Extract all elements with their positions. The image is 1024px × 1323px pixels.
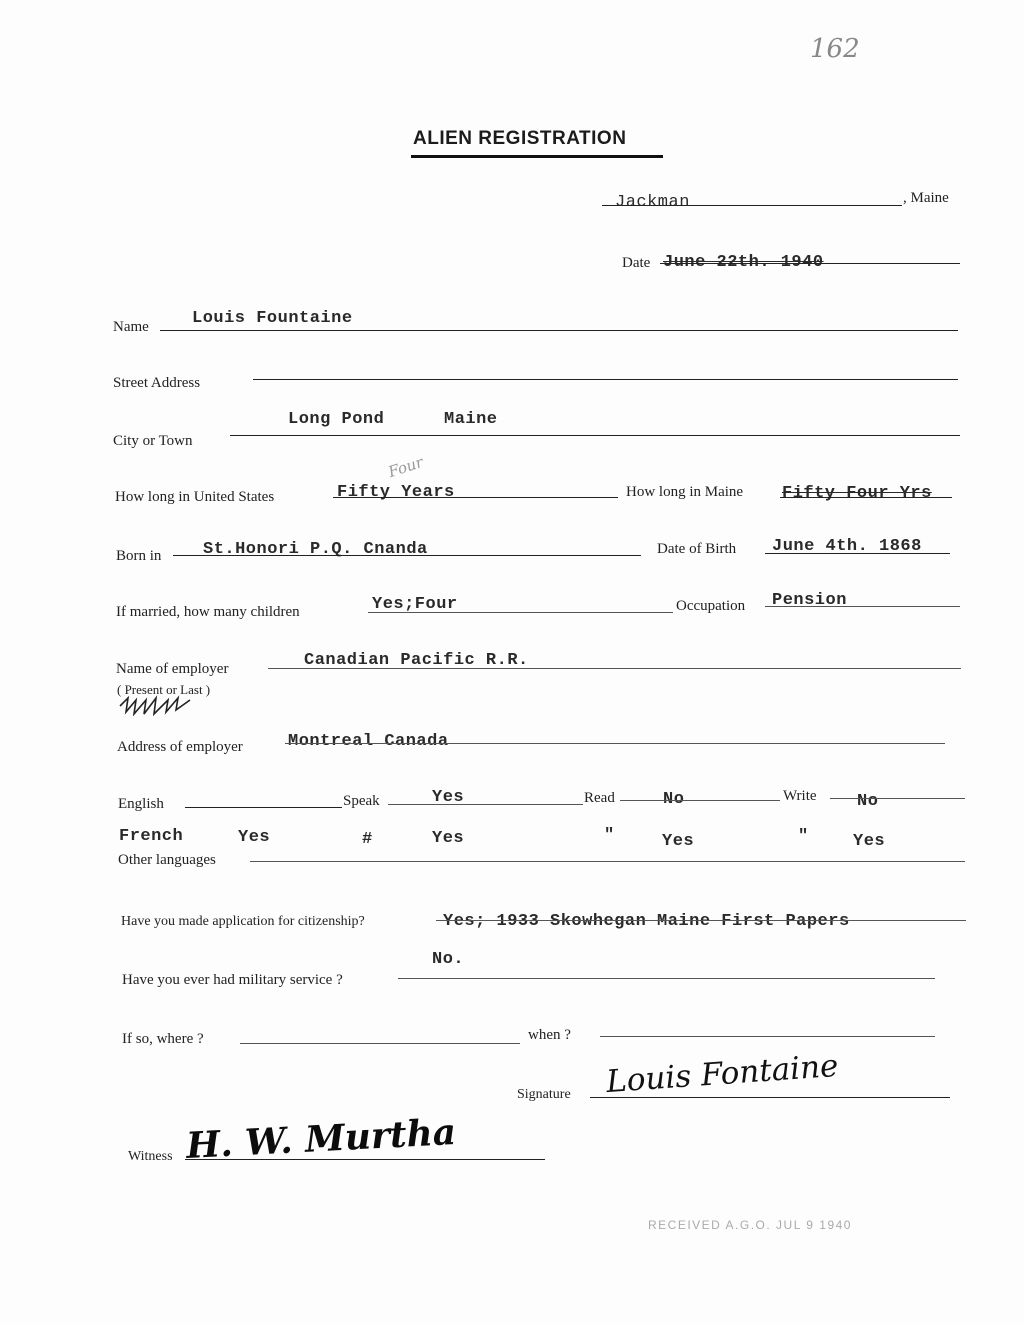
occupation-label: Occupation <box>676 598 746 614</box>
married-label: If married, how many children <box>116 604 300 620</box>
english-label: English <box>118 796 164 812</box>
english-line <box>185 807 342 808</box>
location-state: , Maine <box>903 190 949 206</box>
employer-address-label: Address of employer <box>117 739 243 755</box>
french-read-mark: " <box>604 826 615 845</box>
location-town: Jackman <box>615 193 690 212</box>
employer-line <box>268 668 961 669</box>
employer-address-value: Montreal Canada <box>288 732 449 751</box>
if-so-where-line <box>240 1043 520 1044</box>
how-long-us-value: Fifty Years <box>337 483 455 502</box>
location-line <box>602 205 902 206</box>
born-in-value: St.Honori P.Q. Cnanda <box>203 540 428 559</box>
french-speak-mark: # <box>362 830 373 849</box>
english-write-line <box>830 798 965 799</box>
born-in-line <box>173 555 641 556</box>
street-address-line <box>253 379 958 380</box>
witness-label: Witness <box>128 1149 173 1164</box>
english-speak-line <box>388 804 583 805</box>
married-line <box>368 612 673 613</box>
if-so-where-label: If so, where ? <box>122 1031 204 1047</box>
city-state-value: Maine <box>444 410 498 429</box>
city-line <box>230 435 960 436</box>
signature-label: Signature <box>517 1087 571 1102</box>
name-line <box>160 330 958 331</box>
name-label: Name <box>113 319 149 335</box>
occupation-value: Pension <box>772 591 847 610</box>
dob-value: June 4th. 1868 <box>772 537 922 556</box>
citizenship-label: Have you made application for citizenship? <box>121 914 365 929</box>
english-speak-label: Speak <box>343 793 380 809</box>
born-in-label: Born in <box>116 548 162 564</box>
received-stamp: RECEIVED A.G.O. JUL 9 1940 <box>648 1218 852 1232</box>
french-write-mark: " <box>798 827 809 846</box>
how-long-us-line <box>333 497 618 498</box>
employer-label: Name of employer <box>116 661 229 677</box>
military-label: Have you ever had military service ? <box>122 972 343 988</box>
english-read-label: Read <box>584 790 615 806</box>
french-read-value: Yes <box>662 832 695 851</box>
citizenship-value: Yes; 1933 Skowhegan Maine First Papers <box>443 912 850 931</box>
signature-value: Louis Fontaine <box>605 1047 840 1101</box>
how-long-maine-value: Fifty Four Yrs <box>782 484 932 503</box>
how-long-maine-line <box>780 497 952 498</box>
english-write-value: No <box>857 792 879 811</box>
how-long-maine-label: How long in Maine <box>626 484 744 500</box>
french-write-value: Yes <box>853 832 886 851</box>
page-number: 162 <box>810 34 860 64</box>
english-write-label: Write <box>783 788 817 804</box>
french-label: French <box>119 827 184 846</box>
signature-line <box>590 1097 950 1098</box>
employer-sublabel: ( Present or Last ) <box>117 682 211 697</box>
english-read-line <box>620 800 780 801</box>
citizenship-line <box>436 920 966 921</box>
employer-address-line <box>285 743 945 744</box>
married-value: Yes;Four <box>372 595 458 614</box>
title-underline <box>411 155 663 158</box>
french-speak-value: Yes <box>432 829 465 848</box>
strike-scribble <box>118 694 198 716</box>
witness-line <box>185 1159 545 1160</box>
date-label: Date <box>622 255 651 271</box>
witness-value: H. W. Murtha <box>185 1110 458 1168</box>
when-label: when ? <box>528 1027 571 1043</box>
city-town-value: Long Pond <box>288 410 385 429</box>
dob-label: Date of Birth <box>657 541 737 557</box>
date-value: June 22th. 1940 <box>663 253 824 272</box>
other-languages-line <box>250 861 965 862</box>
english-read-value: No <box>663 790 685 809</box>
employer-value: Canadian Pacific R.R. <box>304 651 529 670</box>
english-speak-value: Yes <box>432 788 465 807</box>
military-line <box>398 978 935 979</box>
occupation-line <box>765 606 960 607</box>
other-languages-label: Other languages <box>118 852 216 868</box>
street-address-label: Street Address <box>113 375 201 391</box>
how-long-us-label: How long in United States <box>115 489 275 505</box>
french-value: Yes <box>238 828 271 847</box>
military-value: No. <box>432 950 465 969</box>
how-long-us-correction: Four <box>386 452 426 482</box>
dob-line <box>765 553 950 554</box>
form-title: ALIEN REGISTRATION <box>413 128 627 149</box>
name-value: Louis Fountaine <box>192 309 353 328</box>
city-label: City or Town <box>113 433 193 449</box>
when-line <box>600 1036 935 1037</box>
date-line <box>660 263 960 264</box>
